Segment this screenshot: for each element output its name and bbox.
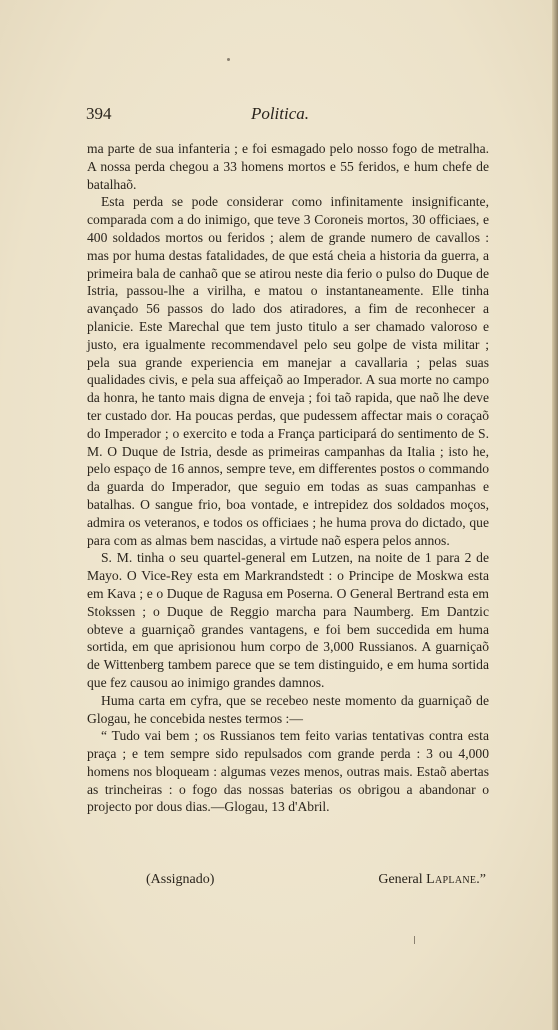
- signature-general: [378, 872, 486, 888]
- paragraph: Esta perda se pode considerar como infinitamente insignificante, comparada com a do inimigo, que teve 3 Coroneis mortos, 30 officiaes, e 400 soldados mortos ou feridos ; alem de grande numero de cavallos : mas por huma destas fatalidades, de que está cheia a historia da guerra, a primeira bala de canhaõ que se atirou neste dia ferio o pulso do Duque de Istria, passou-lhe a virilha, e matou o instantaneamente. Elle tinha avançado 56 passos do lado dos atiradores, a fim de reconhecer a planicie. Este Marechal que tem justo titulo a ser chamado valoroso e justo, era igualmente recommendavel pelo seu golpe de vista militar ; pela sua grande experiencia em manejar a cavallaria ; pelas suas qualidades civis, e pela sua affeiçaõ ao Imperador. A sua morte no campo da honra, he tanto mais digna de enveja ; foi taõ rapida, que naõ lhe deve ter custado dor. Ha poucas perdas, que pudessem affectar mais o coraçaõ do Imperador ; o exercito e toda a França participará do sentimento de S. M. O Duque de Istria, desde as primeiras campanhas da Italia ; isto he, pelo espaço de 16 annos, sempre teve, em differentes postos o commando da guarda do Imperador, que seguio em todas as suas campanhas e batalhas. O sangue frio, boa vontade, e intrepidez dos soldados moços, admira os veteranos, e todos os officiaes ; he huma prova do dictado, que para com as almas bem nascidas, a virtude naõ espera pelos annos.: [87, 194, 489, 548]
- paragraph: Huma carta em cyfra, que se recebeo neste momento da guarniçaõ de Glogau, he concebida nestes termos :—: [87, 692, 489, 726]
- page-number: 394: [86, 104, 112, 123]
- paragraph: ma parte de sua infanteria ; e foi esmagado pelo nosso fogo de metralha. A nossa perda chegou a 33 homens mortos e 55 feridos, e hum chefe de batalhaõ.: [87, 141, 489, 192]
- body-text: [87, 140, 489, 816]
- signature-assignado: (Assignado): [146, 872, 215, 887]
- signature-name: Laplane: [426, 872, 477, 887]
- page-edge-shadow: [552, 0, 558, 1030]
- quoted-letter: “ Tudo vai bem ; os Russianos tem feito varias tentativas contra esta praça ; e tem sempre sido repulsados com grande perda : 3 ou 4,000 homens nos bloqueam : algumas vezes menos, outras mais. Estaõ abertas as trincheiras : o fogo das nossas baterias os obrigou a abandonar o projecto por dous dias.—Glogau, 13 d'Abril.: [87, 728, 489, 815]
- signature-prefix: General: [378, 872, 427, 887]
- page-header: [86, 104, 464, 126]
- signature-line: [146, 872, 486, 894]
- paragraph: S. M. tinha o seu quartel-general em Lutzen, na noite de 1 para 2 de Mayo. O Vice-Rey esta em Markrandstedt : o Principe de Moskwa esta em Kava ; e o Duque de Ragusa em Poserna. O General Bertrand esta em Stokssen ; o Duque de Reggio marcha para Naumberg. Em Dantzic obteve a guarniçaõ grandes vantagens, e foi bem succedida em huma sortida, em que aprisionou hum corpo de 3,000 Russianos. A guarniçaõ de Wittenberg tambem parece que se tem distinguido, e em huma sortida que fez causou ao inimigo grandes damnos.: [87, 550, 489, 690]
- paper-mark: [414, 936, 415, 944]
- running-title: Politica.: [250, 104, 310, 123]
- paper-speck: [227, 58, 230, 61]
- signature-suffix: .”: [476, 872, 486, 887]
